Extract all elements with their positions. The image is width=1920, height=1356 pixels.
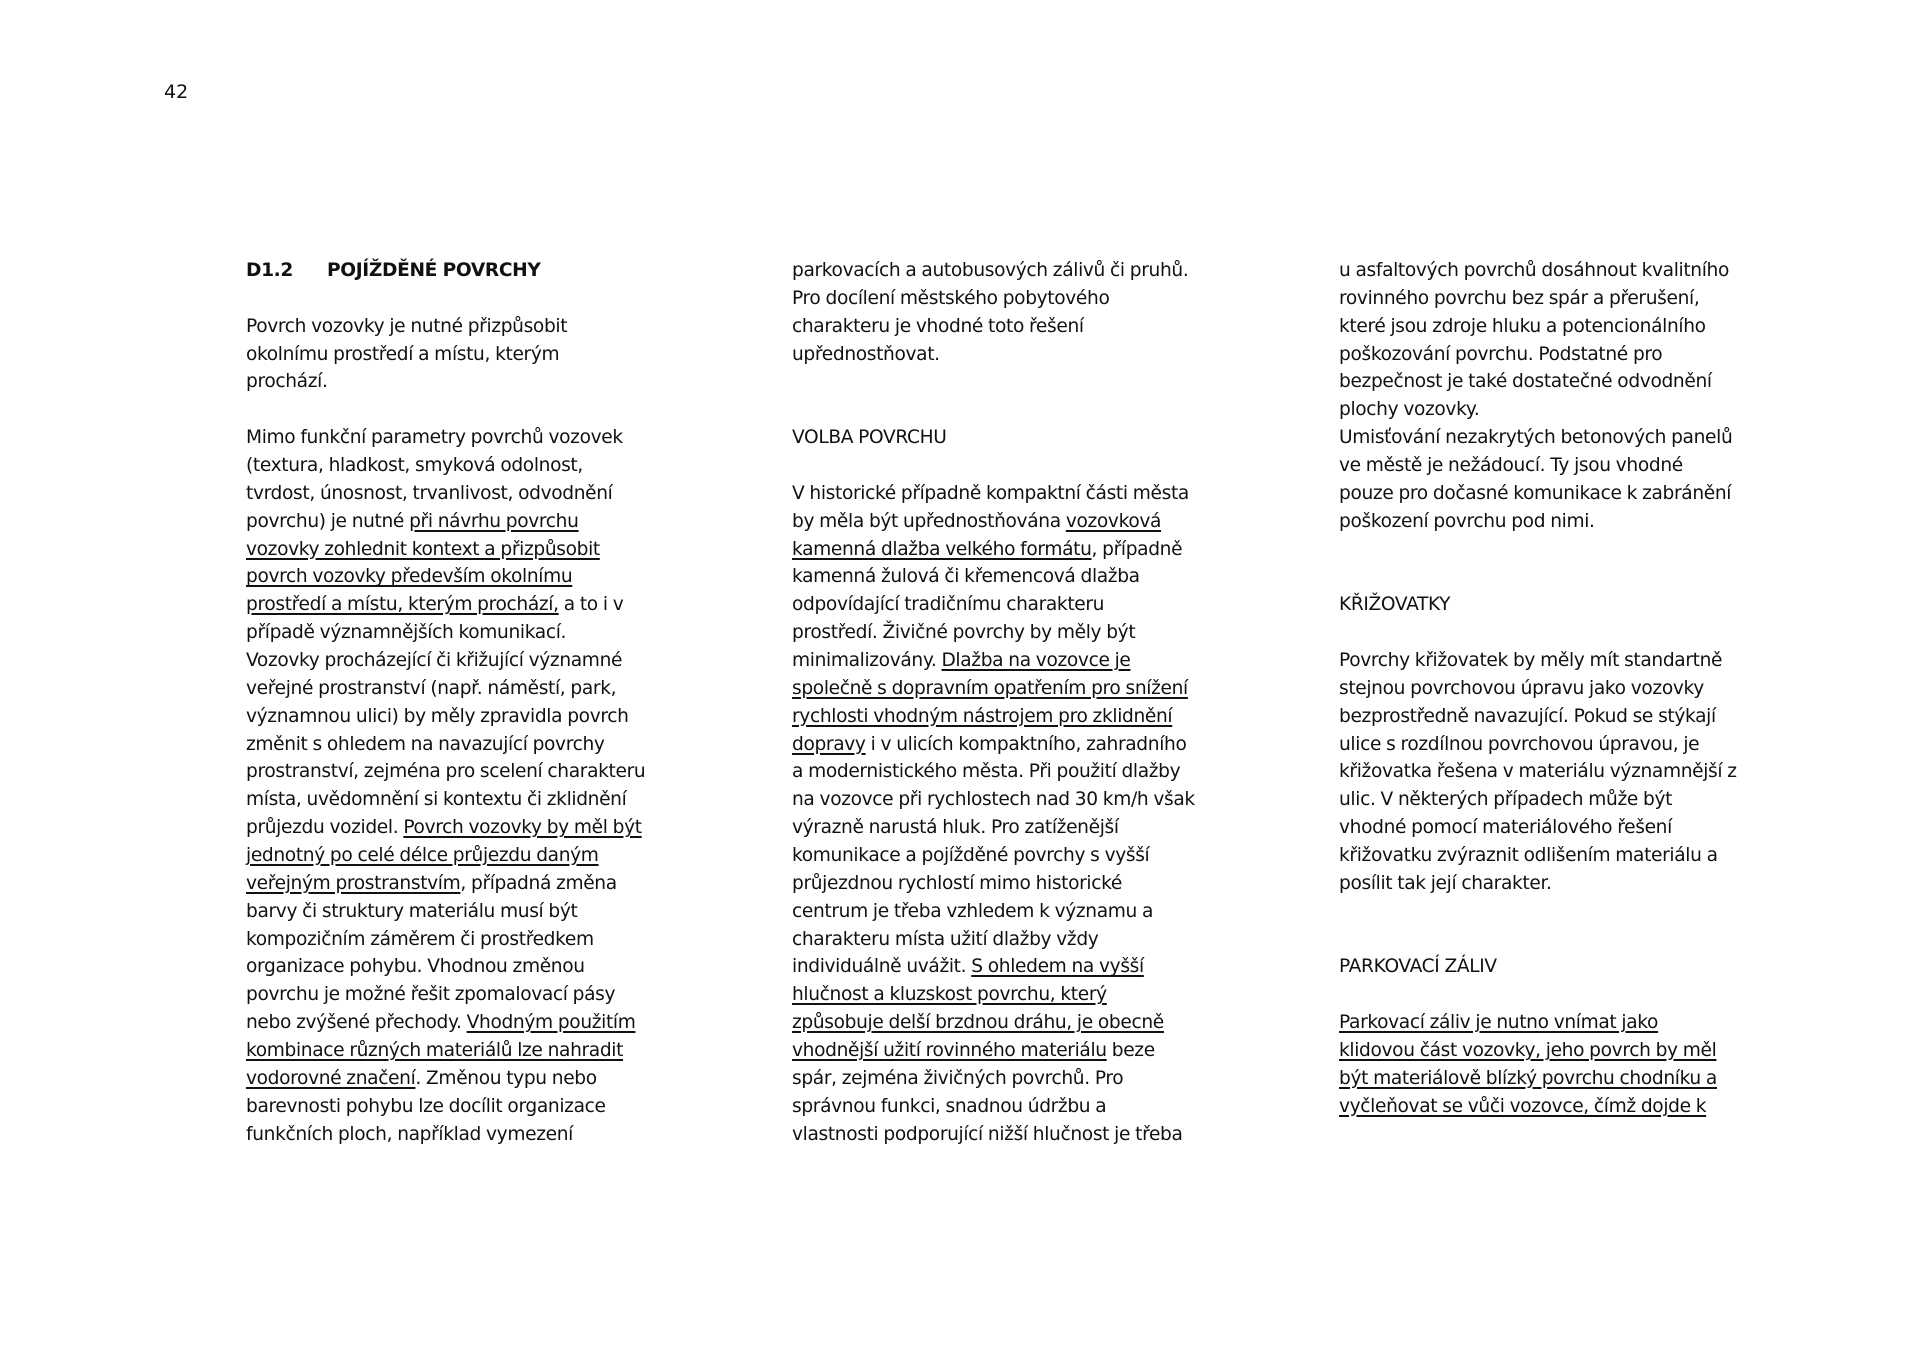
text-segment: funkčních ploch, například vymezení [246,1123,573,1145]
text-line [792,1093,1222,1121]
underlined-emphasis: způsobuje delší brzdnou dráhu, je obecně [792,1012,1164,1034]
text-segment: správnou funkci, snadnou údržbu a [792,1095,1107,1117]
text-segment: bezprostředně navazující. Pokud se stýkají [1339,705,1716,727]
text-line [246,675,676,703]
text-line [792,313,1222,341]
text-line [246,758,676,786]
text-line [792,341,1222,369]
text-line [1339,313,1769,341]
text-segment: barevnosti pohybu lze docílit organizace [246,1095,606,1117]
page-number: 42 [164,81,189,103]
underlined-emphasis: být materiálově blízký povrchu chodníku a [1339,1067,1717,1089]
underlined-emphasis: kamenná dlažba velkého formátu [792,538,1092,560]
text-line [1339,480,1769,508]
text-segment: Mimo funkční parametry povrchů vozovek [246,427,623,449]
text-line [792,508,1222,536]
text-segment: křižovatku zvýraznit odlišením materiálu a [1339,845,1718,867]
text-line [792,814,1222,842]
subsection-heading: PARKOVACÍ ZÁLIV [1339,956,1497,978]
text-segment: spár, zejména živičných povrchů. Pro [792,1067,1124,1089]
text-segment: prostranství, zejména pro scelení charakteru [246,761,646,783]
text-segment: ve městě je nežádoucí. Ty jsou vhodné [1339,455,1683,477]
text-segment: ulic. V některých případech může být [1339,789,1673,811]
text-line [1339,786,1769,814]
underlined-emphasis: vozovková [1065,510,1162,532]
text-segment: V historické případně kompaktní části města [792,482,1189,504]
text-segment: ulice s rozdílnou povrchovou úpravou, je [1339,733,1700,755]
text-line [792,675,1222,703]
text-column-1 [246,257,676,1149]
text-line [792,563,1222,591]
text-line [246,536,676,564]
text-segment: posílit tak její charakter. [1339,872,1552,894]
text-line [792,870,1222,898]
text-line [246,1121,676,1149]
text-segment: případě významnějších komunikací. [246,622,567,644]
text-segment: , případná změna [460,872,617,894]
text-segment: (textura, hladkost, smyková odolnost, [246,455,583,477]
text-line [1339,341,1769,369]
text-line [1339,285,1769,313]
underlined-emphasis: vozovky zohlednit kontext a přizpůsobit [246,538,600,560]
text-segment: Umisťování nezakrytých betonových panelů [1339,427,1733,449]
underlined-emphasis: kombinace různých materiálů lze nahradit [246,1040,624,1062]
text-line [1339,731,1769,759]
text-line [1339,675,1769,703]
text-line [1339,814,1769,842]
text-segment: charakteru místa užití dlažby vždy [792,928,1099,950]
text-line [792,926,1222,954]
text-segment: pouze pro dočasné komunikace k zabránění [1339,482,1732,504]
text-segment: i v ulicích kompaktního, zahradního [865,733,1187,755]
underlined-emphasis: veřejným prostranstvím [246,872,461,894]
text-line [1339,647,1769,675]
text-segment: beze [1106,1040,1155,1062]
text-segment: organizace pohybu. Vhodnou změnou [246,956,585,978]
text-line [792,536,1222,564]
text-line [792,953,1222,981]
text-segment: prostředí. Živičné povrchy by měly být [792,622,1136,644]
text-line [792,591,1222,619]
text-segment: minimalizovány. [792,650,942,672]
text-segment: místa, uvědomnění si kontextu či zklidnění [246,789,627,811]
text-segment: odpovídající tradičnímu charakteru [792,594,1105,616]
text-segment: rovinného povrchu bez spár a přerušení, [1339,287,1700,309]
text-segment: významnou ulici) by měly zpravidla povrch [246,705,629,727]
text-segment: individuálně uvážit. [792,956,972,978]
text-column-3 [1339,257,1769,1121]
underlined-emphasis: Povrch vozovky by měl být [403,817,642,839]
blank-line [1339,536,1769,564]
underlined-emphasis: hlučnost a kluzskost povrchu, který [792,984,1107,1006]
underlined-emphasis: Dlažba na vozovce je [941,650,1131,672]
text-column-2 [792,257,1222,1149]
text-segment: Povrch vozovky je nutné přizpůsobit [246,315,568,337]
text-line [792,1009,1222,1037]
text-line [792,1121,1222,1149]
text-line [792,786,1222,814]
text-line [1339,368,1769,396]
text-segment: by měla být upřednostňována [792,510,1066,532]
text-line [246,452,676,480]
text-segment: kamenná žulová či křemencová dlažba [792,566,1140,588]
text-line [246,786,676,814]
text-line [246,480,676,508]
subsection-heading: VOLBA POVRCHU [792,427,947,449]
text-segment: prochází. [246,371,328,393]
subsection-heading: KŘIŽOVATKY [1339,594,1451,616]
underlined-emphasis: vhodnější užití rovinného materiálu [792,1040,1107,1062]
text-line [246,731,676,759]
text-segment: poškozování povrchu. Podstatné pro [1339,343,1663,365]
text-segment: Pro docílení městského pobytového [792,287,1110,309]
text-line [246,619,676,647]
text-line [792,480,1222,508]
text-line [1339,758,1769,786]
text-segment: Vozovky procházející či křižující významné [246,650,623,672]
text-segment: Povrchy křižovatek by měly mít standartně [1339,650,1723,672]
text-line [1339,703,1769,731]
text-segment: vlastnosti podporující nižší hlučnost je třeba [792,1123,1183,1145]
text-segment: poškození povrchu pod nimi. [1339,510,1595,532]
text-line [792,647,1222,675]
text-segment: a modernistického města. Při použití dlažby [792,761,1181,783]
text-line [246,313,676,341]
underlined-emphasis: povrch vozovky především okolnímu [246,566,573,588]
text-line [1339,508,1769,536]
text-segment: výrazně narustá hluk. Pro zatíženější [792,817,1119,839]
text-line [246,341,676,369]
underlined-emphasis: vyčleňovat se vůči vozovce, čímž dojde k [1339,1095,1707,1117]
text-line [246,647,676,675]
text-segment: průjezdu vozidel. [246,817,404,839]
text-segment: . Změnou typu nebo [415,1067,597,1089]
blank-line [792,396,1222,424]
text-line [246,1093,676,1121]
text-segment: u asfaltových povrchů dosáhnout kvalitního [1339,260,1729,281]
underlined-emphasis: dopravy [792,733,866,755]
underlined-emphasis: klidovou část vozovky, jeho povrch by měl [1339,1040,1717,1062]
underlined-emphasis: při návrhu povrchu [409,510,579,532]
text-line [1339,452,1769,480]
underlined-emphasis: rychlosti vhodným nástrojem pro zklidnění [792,705,1173,727]
text-segment: charakteru je vhodné toto řešení [792,315,1084,337]
underlined-emphasis: Vhodným použitím [466,1012,636,1034]
section-heading [246,257,676,285]
underlined-emphasis: S ohledem na vyšší [971,956,1144,978]
text-segment: na vozovce při rychlostech nad 30 km/h však [792,789,1195,811]
text-segment: stejnou povrchovou úpravu jako vozovky [1339,677,1704,699]
text-line [792,257,1222,285]
underlined-emphasis: Parkovací záliv je nutno vnímat jako [1339,1012,1659,1034]
text-segment: povrchu je možné řešit zpomalovací pásy [246,984,616,1006]
text-segment: veřejné prostranství (např. náměstí, park, [246,677,617,699]
text-line [792,842,1222,870]
text-line [246,981,676,1009]
text-segment: vhodné pomocí materiálového řešení [1339,817,1672,839]
text-line [1339,257,1769,285]
text-line [246,424,676,452]
section-number: D1.2 [246,260,293,281]
text-segment: plochy vozovky. [1339,399,1480,421]
text-line [1339,1037,1769,1065]
text-line [246,842,676,870]
text-line [792,1065,1222,1093]
text-line [792,703,1222,731]
text-line [792,1037,1222,1065]
text-line [1339,396,1769,424]
blank-line [1339,563,1769,591]
text-segment: tvrdost, únosnost, trvanlivost, odvodnění [246,482,613,504]
text-segment: změnit s ohledem na navazující povrchy [246,733,605,755]
text-line [1339,1093,1769,1121]
blank-line [792,368,1222,396]
text-line [246,703,676,731]
text-segment: nebo zvýšené přechody. [246,1012,467,1034]
text-line [1339,870,1769,898]
text-line [792,981,1222,1009]
text-line [246,1065,676,1093]
blank-line [792,452,1222,480]
text-line [246,508,676,536]
text-segment: parkovacích a autobusových zálivů či pruhů. [792,260,1189,281]
section-title: POJÍŽDĚNÉ POVRCHY [327,260,541,281]
text-line [246,1009,676,1037]
text-segment: které jsou zdroje hluku a potencionálního [1339,315,1706,337]
text-line [1339,424,1769,452]
text-line [246,563,676,591]
text-line [246,953,676,981]
blank-line [1339,926,1769,954]
text-line [246,926,676,954]
text-segment: průjezdnou rychlostí mimo historické [792,872,1122,894]
text-line [246,368,676,396]
text-segment: kompozičním záměrem či prostředkem [246,928,594,950]
text-line [792,758,1222,786]
blank-line [246,285,676,313]
blank-line [1339,898,1769,926]
text-line [792,731,1222,759]
text-segment: barvy či struktury materiálu musí být [246,900,578,922]
underlined-emphasis: jednotný po celé délce průjezdu daným [246,845,599,867]
text-segment: okolnímu prostředí a místu, kterým [246,343,560,365]
blank-line [1339,619,1769,647]
text-line [1339,842,1769,870]
text-line [246,591,676,619]
underlined-emphasis: společně s dopravním opatřením pro snížení [792,677,1188,699]
text-line [246,870,676,898]
text-segment: bezpečnost je také dostatečné odvodnění [1339,371,1712,393]
text-segment: , případně [1091,538,1183,560]
text-segment: upřednostňovat. [792,343,940,365]
text-line [246,1037,676,1065]
text-line [1339,1065,1769,1093]
text-line [792,619,1222,647]
text-segment: komunikace a pojížděné povrchy s vyšší [792,845,1150,867]
text-line [246,898,676,926]
text-segment: a to i v [558,594,624,616]
text-line [792,898,1222,926]
underlined-emphasis: prostředí a místu, kterým prochází, [246,594,559,616]
underlined-emphasis: vodorovné značení [246,1067,416,1089]
text-segment: křižovatka řešena v materiálu významnější z [1339,761,1737,783]
blank-line [246,396,676,424]
text-segment: povrchu) je nutné [246,510,410,532]
text-line [246,814,676,842]
text-line [1339,1009,1769,1037]
blank-line [1339,981,1769,1009]
text-line [792,285,1222,313]
text-segment: centrum je třeba vzhledem k významu a [792,900,1154,922]
